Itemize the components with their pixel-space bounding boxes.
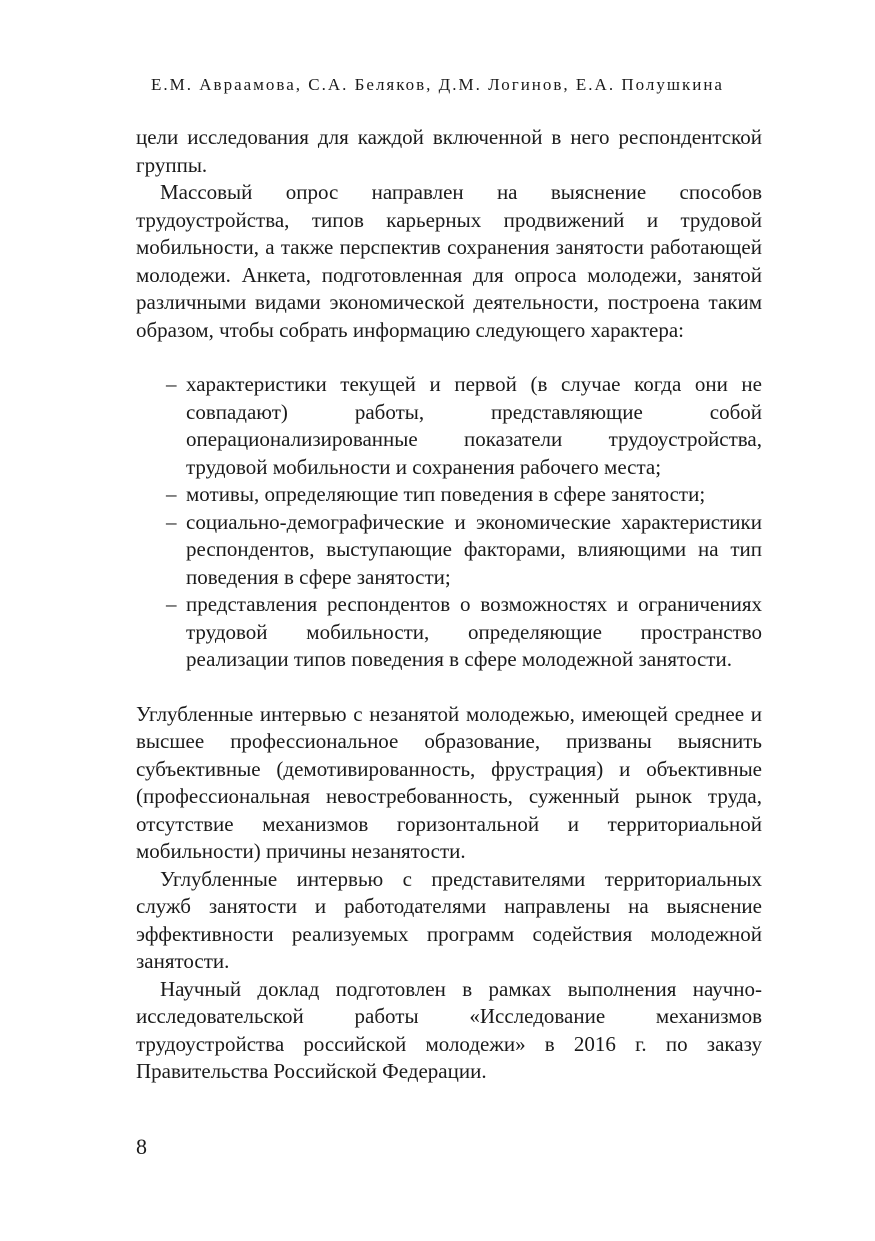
paragraph-unemployed-interviews: Углубленные интервью с незанятой молодежью, имеющей среднее и высшее профессиональное образование, призваны выяснить субъективные (демотивированность, фрустрация) и объективные (профессиональная невостребованность, суженный рынок труда, отсутствие механизмов горизонтальной и территориальной мобильности) причины незанятости. <box>136 701 762 863</box>
running-head-authors: Е.М. Авраамова, С.А. Беляков, Д.М. Логинов, Е.А. Полушкина <box>151 75 724 94</box>
list-dash: – <box>166 482 177 506</box>
list-item-text: представления респондентов о возможностях и ограничениях трудовой мобильности, определяющие пространство реализации типов поведения в сфере молодежной занятости. <box>186 592 762 671</box>
paragraph-employment-services: Углубленные интервью с представителями территориальных служб занятости и работодателями направлены на выяснение эффективности реализуемых программ содействия молодежной занятости. <box>136 866 762 973</box>
list-item <box>166 481 762 509</box>
list-item-text: социально-демографические и экономические характеристики респондентов, выступающие факторами, влияющими на тип поведения в сфере занятости; <box>186 509 762 589</box>
list-dash: – <box>166 592 177 616</box>
list-item <box>166 591 762 674</box>
list-item-text: характеристики текущей и первой (в случае когда они не совпадают) работы, представляющие собой операционализированные показатели трудоустройства, трудовой мобильности и сохранения рабочего места; <box>186 372 762 479</box>
paragraph-continuation: цели исследования для каждой включенной в него респондентской группы. <box>136 125 762 177</box>
list-item <box>166 509 762 592</box>
list-item-text: мотивы, определяющие тип поведения в сфере занятости; <box>186 482 706 506</box>
page-number: 8 <box>136 1134 147 1159</box>
paragraph-report-note: Научный доклад подготовлен в рамках выполнения научно-исследовательской работы «Исследование механизмов трудоустройства российской молодежи» в 2016 г. по заказу Правительства Российской Федерации. <box>136 976 762 1083</box>
list-dash: – <box>166 372 177 396</box>
body-text <box>136 124 762 1086</box>
list-dash: – <box>166 509 177 534</box>
list-item <box>166 371 762 481</box>
paragraph-mass-survey: Массовый опрос направлен на выяснение способов трудоустройства, типов карьерных продвижений и трудовой мобильности, а также перспектив сохранения занятости работающей молодежи. Анкета, подготовленная для опроса молодежи, занятой различными видами экономической деятельности, построена таким образом, чтобы собрать информацию следующего характера: <box>136 180 762 342</box>
information-list <box>136 371 762 674</box>
